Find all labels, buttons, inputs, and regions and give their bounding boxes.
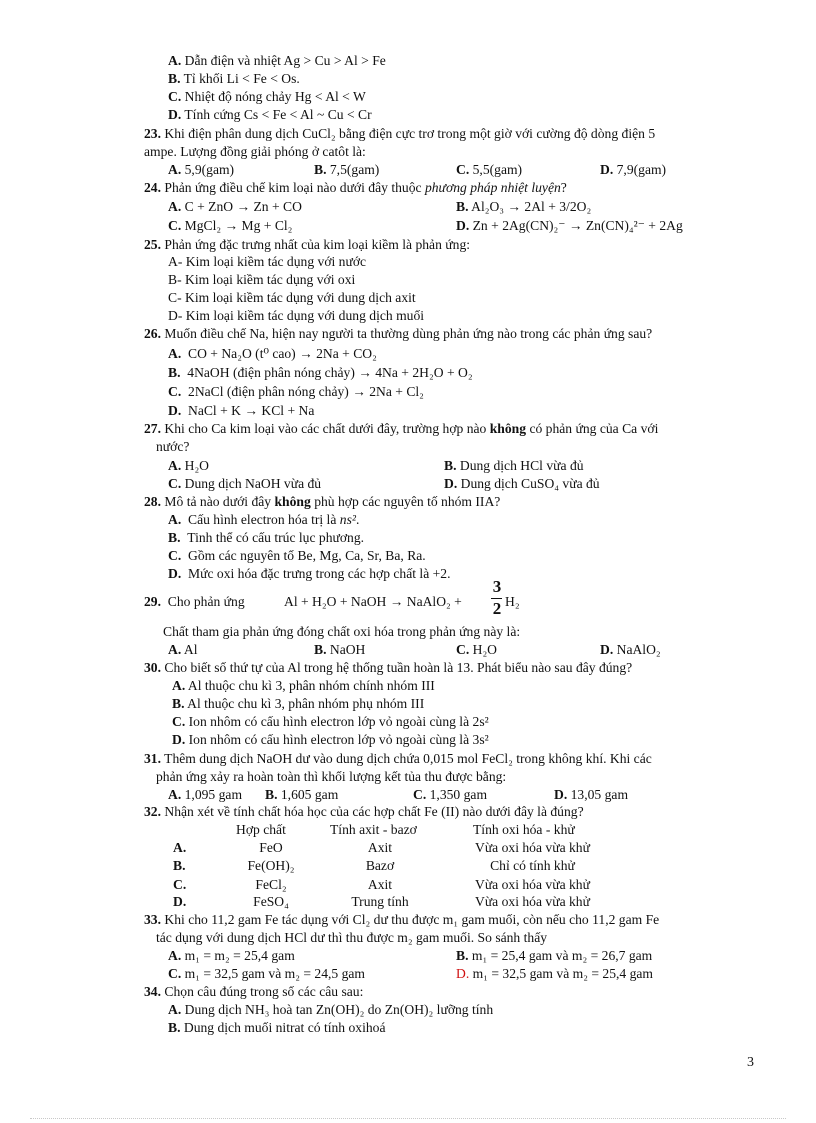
q28-stem: 28. Mô tả nào dưới đây không phù hợp các nguyên tố nhóm IIA? [144,494,501,509]
q31-option-a: A. 1,095 gam [168,787,243,802]
q23-option-a: A. 5,9(gam) [168,162,235,177]
q26-option-d: D. NaCl + K → KCl + Na [168,403,315,418]
q32-row-letter: B. [173,858,186,873]
q25-option-d: D- Kim loại kiềm tác dụng với dung dịch muối [168,308,425,323]
q28-option-d: D. Mức oxi hóa đặc trưng trong các hợp chất là +2. [168,566,451,581]
q24-option-d: D. Zn + 2Ag(CN)₂⁻ → Zn(CN)₄²⁻ + 2Ag [456,218,683,233]
q23-option-c: C. 5,5(gam) [456,162,523,177]
q23-stem: 23. Khi điện phân dung dịch CuCl₂ bằng điện cực trơ trong một giờ với cường độ dòng điện 5 [144,126,656,141]
q32-row-acid: Trung tính [351,894,409,909]
q22-option-b: B. Tỉ khối Li < Fe < Os. [168,71,300,86]
q24-option-b: B. Al₂O₃ → 2Al + 3/2O₂ [456,199,592,214]
q29-equation: Al + H₂O + NaOH → NaAlO₂ + [284,594,462,609]
q25-option-c: C- Kim loại kiềm tác dụng với dung dịch axit [168,290,416,305]
q32-row-redox: Vừa oxi hóa vừa khử [475,840,590,855]
page-number: 3 [747,1055,754,1070]
q27-option-a: A. H₂O [168,458,209,473]
q29-fraction-denominator: 2 [492,599,502,618]
q23-stem-line2: ampe. Lượng đồng giải phóng ở catôt là: [144,144,366,159]
q24-option-c: C. MgCl₂ → Mg + Cl₂ [168,218,293,233]
q25-stem: 25. Phản ứng đặc trưng nhất của kim loại kiềm là phản ứng: [144,237,471,252]
q33-option-c: C. m₁ = 32,5 gam và m₂ = 24,5 gam [168,966,365,981]
q32-row-letter: A. [173,840,187,855]
q32-row-letter: D. [173,894,187,909]
q32-row-compound: Fe(OH)₂ [247,858,295,873]
q23-option-b: B. 7,5(gam) [314,162,380,177]
q32-row-acid: Bazơ [365,858,395,873]
q33-option-d: D. m₁ = 32,5 gam và m₂ = 25,4 gam [456,966,653,981]
q32-row-acid: Axit [367,877,393,892]
q25-option-a: A- Kim loại kiềm tác dụng với nước [168,254,367,269]
q32-row-compound: FeSO₄ [253,894,289,909]
q26-option-a: A. CO + Na₂O (t⁰ cao) → 2Na + CO₂ [168,346,377,361]
q31-option-d: D. 13,05 gam [554,787,629,802]
q27-option-c: C. Dung dịch NaOH vừa đủ [168,476,322,491]
q30-option-b: B. Al thuộc chu kì 3, phân nhóm phụ nhóm III [172,696,425,711]
q32-header-compound: Hợp chất [236,822,286,837]
q29-equation-end: H₂ [505,594,520,609]
q27-option-b: B. Dung dịch HCl vừa đủ [444,458,584,473]
q32-row-redox: Chỉ có tính khử [490,858,575,873]
q31-stem: 31. Thêm dung dịch NaOH dư vào dung dịch chứa 0,015 mol FeCl₂ trong không khí. Khi các [144,751,652,766]
q31-stem-line2: phản ứng xảy ra hoàn toàn thì khối lượng kết tủa thu được bằng: [156,769,507,784]
q32-row-redox: Vừa oxi hóa vừa khử [475,894,590,909]
q30-option-a: A. Al thuộc chu kì 3, phân nhóm chính nhóm III [172,678,435,693]
q30-stem: 30. Cho biết số thứ tự của Al trong hệ thống tuần hoàn là 13. Phát biểu nào sau đây đúng? [144,660,633,675]
q29-option-b: B. NaOH [314,642,366,657]
q31-option-c: C. 1,350 gam [413,787,488,802]
q29-option-a: A. Al [168,642,198,657]
q29-stem: 29. Cho phản ứng [144,594,245,609]
q27-stem-line2: nước? [156,439,190,454]
q34-option-a: A. Dung dịch NH₃ hoà tan Zn(OH)₂ do Zn(OH)₂ lưỡng tính [168,1002,494,1017]
q33-option-a: A. m₁ = m₂ = 25,4 gam [168,948,295,963]
q32-header-acid-base: Tính axit - bazơ [330,822,417,837]
q32-stem: 32. Nhận xét về tính chất hóa học của các hợp chất Fe (II) nào dưới đây là đúng? [144,804,584,819]
q28-option-c: C. Gồm các nguyên tố Be, Mg, Ca, Sr, Ba, Ra. [168,548,426,563]
q22-option-c: C. Nhiệt độ nóng chảy Hg < Al < W [168,89,366,104]
q24-option-a: A. C + ZnO → Zn + CO [168,199,302,214]
q33-stem-line2: tác dụng với dung dịch HCl dư thì thu được m₂ gam muối. So sánh thấy [156,930,548,945]
q22-option-d: D. Tính cứng Cs < Fe < Al ~ Cu < Cr [168,107,372,122]
q32-header-redox: Tính oxi hóa - khử [473,822,575,837]
q26-option-b: B. 4NaOH (điện phân nóng chảy) → 4Na + 2H₂O + O₂ [168,365,473,380]
q32-row-acid: Axit [367,840,393,855]
q32-row-redox: Vừa oxi hóa vừa khử [475,877,590,892]
q26-stem: 26. Muốn điều chế Na, hiện nay người ta thường dùng phản ứng nào trong các phản ứng sau? [144,326,653,341]
q24-stem: 24. Phản ứng điều chế kim loại nào dưới đây thuộc phương pháp nhiệt luyện? [144,180,567,195]
q23-option-d: D. 7,9(gam) [600,162,667,177]
q29-stem-line2: Chất tham gia phản ứng đóng chất oxi hóa trong phản ứng này là: [163,624,521,639]
q34-option-b: B. Dung dịch muối nitrat có tính oxihoá [168,1020,386,1035]
q22-option-a: A. Dẫn điện và nhiệt Ag > Cu > Al > Fe [168,53,386,68]
q32-row-compound: FeCl₂ [255,877,287,892]
q33-option-b: B. m₁ = 25,4 gam và m₂ = 26,7 gam [456,948,653,963]
q25-option-b: B- Kim loại kiềm tác dụng với oxi [168,272,356,287]
q26-option-c: C. 2NaCl (điện phân nóng chảy) → 2Na + Cl₂ [168,384,424,399]
q32-row-compound: FeO [259,840,283,855]
q34-stem: 34. Chọn câu đúng trong số các câu sau: [144,984,364,999]
q33-stem: 33. Khi cho 11,2 gam Fe tác dụng với Cl₂ dư thu được m₁ gam muối, còn nếu cho 11,2 gam Fe [144,912,660,927]
q29-option-c: C. H₂O [456,642,497,657]
q30-option-d: D. Ion nhôm có cấu hình electron lớp vỏ ngoài cùng là 3s² [172,732,489,747]
q30-option-c: C. Ion nhôm có cấu hình electron lớp vỏ ngoài cùng là 2s² [172,714,489,729]
q28-option-b: B. Tinh thể có cấu trúc lục phương. [168,530,365,545]
q32-row-letter: C. [173,877,187,892]
q27-option-d: D. Dung dịch CuSO₄ vừa đủ [444,476,600,491]
q28-option-a: A. Cấu hình electron hóa trị là ns². [168,512,360,527]
q27-stem: 27. Khi cho Ca kim loại vào các chất dưới đây, trường hợp nào không có phản ứng của Ca với [144,421,659,436]
q29-fraction-numerator: 3 [492,577,502,596]
page-bottom-divider [30,1118,786,1119]
q31-option-b: B. 1,605 gam [265,787,339,802]
q29-option-d: D. NaAlO₂ [600,642,661,657]
